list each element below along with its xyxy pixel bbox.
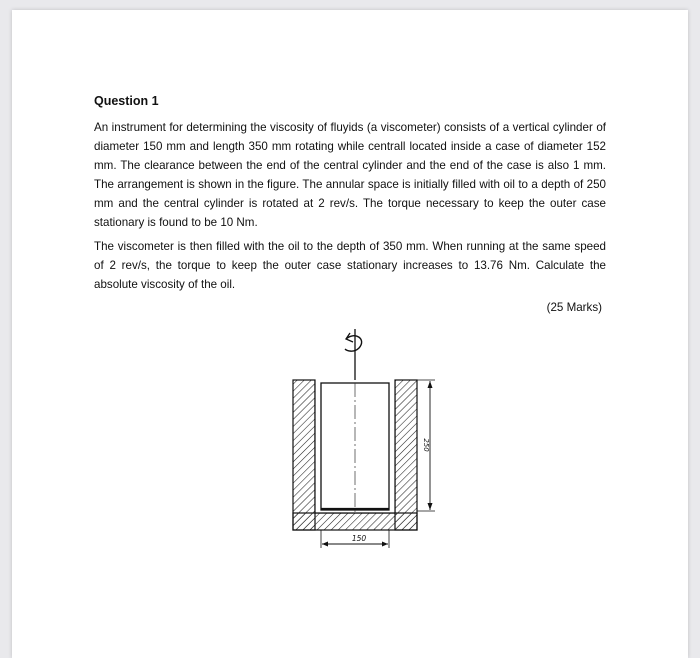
case-right-wall bbox=[395, 380, 417, 530]
rotation-arrow-icon bbox=[345, 333, 362, 351]
case-bottom bbox=[293, 513, 417, 530]
diameter-label: 150 bbox=[351, 534, 367, 543]
depth-dimension bbox=[417, 380, 435, 511]
case-left-wall bbox=[293, 380, 315, 530]
depth-label: 250 bbox=[422, 438, 430, 452]
viscometer-diagram bbox=[267, 325, 447, 555]
inner-cylinder bbox=[321, 383, 389, 510]
question-paragraph-2: The viscometer is then filled with the oil to the depth of 350 mm. When running at the same speed of 2 rev/s, the torque to keep the outer case stationary increases to 13.76 Nm. Calculate the absolute viscosity of the oil. bbox=[94, 240, 606, 291]
marks-label: (25 Marks) bbox=[546, 301, 602, 314]
document-page bbox=[12, 10, 688, 658]
question-heading: Question 1 bbox=[94, 94, 159, 108]
diameter-dimension bbox=[321, 530, 389, 548]
question-paragraph-1: An instrument for determining the viscosity of fluyids (a viscometer) consists of a vertical cylinder of diameter 150 mm and length 350 mm rotating while centrall located inside a case of diameter 152 mm. The clearance between the end of the central cylinder and the end of the case is also 1 mm. The arrangement is shown in the figure. The annular space is initially filled with oil to a depth of 250 mm and the central cylinder is rotated at 2 rev/s. The torque necessary to keep the outer case stationary is found to be 10 Nm. bbox=[94, 121, 606, 229]
